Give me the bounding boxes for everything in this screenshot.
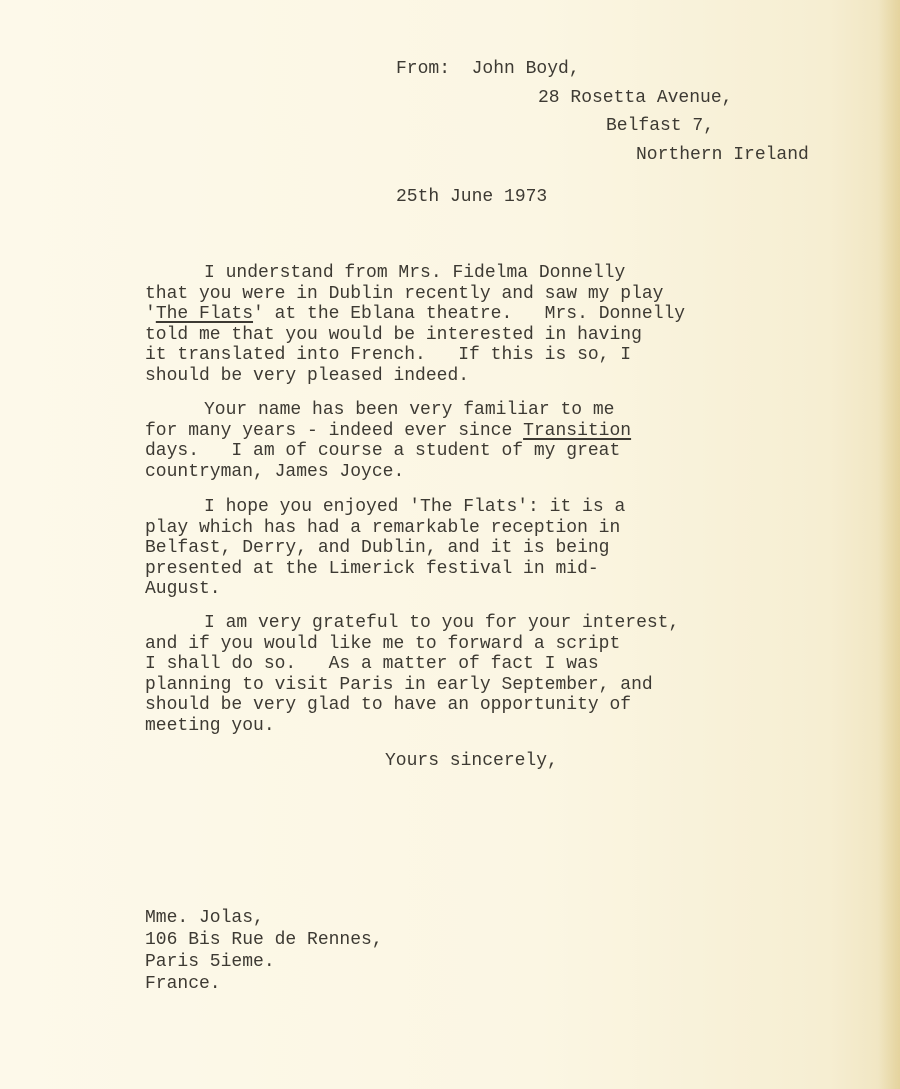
- line-text: ': [145, 304, 156, 325]
- line-text: August.: [145, 579, 221, 600]
- body-line: [145, 367, 469, 385]
- line-text: presented at the Limerick festival in mid-: [145, 558, 599, 579]
- line-text: for many years - indeed ever since: [145, 420, 524, 441]
- body-line: [204, 614, 679, 632]
- underlined-title: The Flats: [155, 304, 254, 325]
- recipient-line-4: France.: [145, 974, 221, 994]
- sender-address-line-1: 28 Rosetta Avenue,: [538, 88, 733, 108]
- sender-address-line-2: Belfast 7,: [606, 116, 715, 136]
- line-text: countryman, James Joyce.: [145, 461, 405, 482]
- body-line: [145, 560, 599, 578]
- sender-address-line-3: Northern Ireland: [636, 145, 809, 165]
- body-line: [204, 401, 614, 419]
- line-text: I hope you enjoyed 'The Flats': it is a: [204, 497, 626, 517]
- sender-from-line: [396, 60, 580, 78]
- body-line: [145, 539, 609, 557]
- body-line: [145, 285, 663, 303]
- sender-name: John Boyd,: [471, 59, 580, 79]
- line-text: that you were in Dublin recently and saw my play: [145, 283, 664, 304]
- line-text: told me that you would be interested in having: [145, 324, 642, 345]
- body-line: [204, 264, 625, 282]
- letter-date: 25th June 1973: [396, 187, 548, 207]
- body-line: [145, 346, 631, 364]
- body-line: [145, 676, 653, 694]
- line-text: should be very glad to have an opportunity of: [145, 695, 632, 716]
- line-text: play which has had a remarkable reception in: [145, 517, 621, 538]
- paper-edge-shading: [878, 0, 900, 1089]
- body-line: [145, 717, 275, 735]
- line-text: should be very pleased indeed.: [145, 366, 470, 386]
- from-label: From:: [396, 59, 451, 79]
- underlined-title: Transition: [523, 420, 632, 441]
- body-line: [145, 580, 221, 598]
- line-text: I shall do so. As a matter of fact I was: [145, 654, 599, 675]
- line-text: I am very grateful to you for your interest,: [204, 613, 680, 633]
- body-line: [145, 463, 404, 481]
- body-line: [145, 326, 642, 344]
- line-text: planning to visit Paris in early September, and: [145, 674, 653, 695]
- body-line: [145, 422, 631, 440]
- body-line: [204, 498, 625, 516]
- line-text: Your name has been very familiar to me: [204, 400, 615, 420]
- recipient-line-1: Mme. Jolas,: [145, 908, 264, 928]
- body-line: [145, 519, 620, 537]
- line-text: Belfast, Derry, and Dublin, and it is being: [145, 538, 610, 559]
- line-text: days. I am of course a student of my great: [145, 441, 621, 462]
- body-line: [145, 635, 620, 653]
- line-text: ' at the Eblana theatre. Mrs. Donnelly: [253, 304, 686, 325]
- line-text: I understand from Mrs. Fidelma Donnelly: [204, 263, 626, 283]
- line-text: and if you would like me to forward a script: [145, 633, 621, 654]
- body-line: [145, 442, 620, 460]
- recipient-line-3: Paris 5ieme.: [145, 952, 275, 972]
- line-text: it translated into French. If this is so, I: [145, 345, 632, 366]
- recipient-line-2: 106 Bis Rue de Rennes,: [145, 930, 383, 950]
- line-text: meeting you.: [145, 716, 275, 736]
- body-line: [145, 305, 685, 323]
- body-line: [145, 655, 599, 673]
- body-line: [145, 696, 631, 714]
- closing-line: Yours sincerely,: [385, 751, 558, 771]
